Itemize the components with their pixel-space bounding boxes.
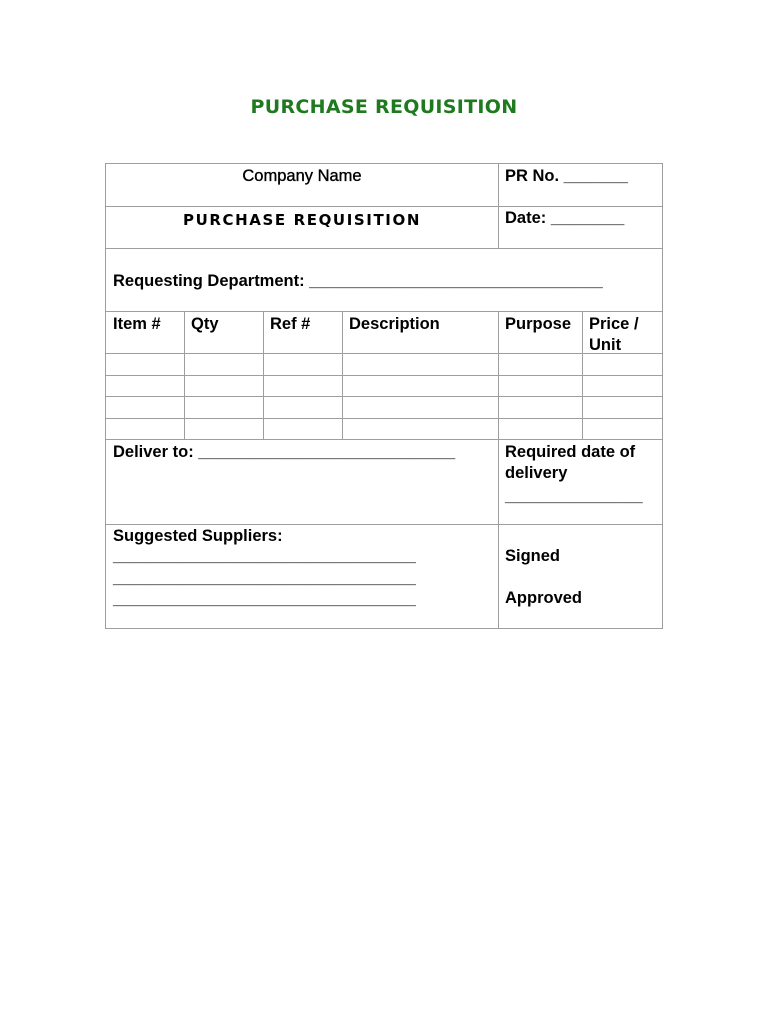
requesting-department: Requesting Department: ________________________________ bbox=[113, 272, 603, 290]
row-divider bbox=[106, 248, 662, 249]
column-divider bbox=[498, 164, 499, 248]
row-divider bbox=[106, 439, 662, 440]
row-divider bbox=[106, 524, 662, 525]
row-divider bbox=[106, 206, 662, 207]
column-divider bbox=[263, 311, 264, 440]
row-divider bbox=[106, 311, 662, 312]
row-divider bbox=[106, 375, 662, 376]
column-divider bbox=[498, 311, 499, 629]
signed-label: Signed bbox=[505, 547, 561, 565]
requisition-form bbox=[105, 163, 663, 629]
column-header-item: Item # bbox=[113, 315, 161, 333]
form-title: PURCHASE REQUISITION bbox=[183, 211, 421, 229]
supplier-line: _________________________________ bbox=[113, 590, 416, 608]
page-title: PURCHASE REQUISITION bbox=[250, 96, 518, 118]
column-header-ref: Ref # bbox=[270, 315, 311, 333]
column-header-purpose: Purpose bbox=[505, 315, 572, 333]
column-divider bbox=[184, 311, 185, 440]
column-divider bbox=[582, 311, 583, 440]
supplier-line: _________________________________ bbox=[113, 547, 416, 565]
date-field: Date: ________ bbox=[505, 209, 625, 227]
row-divider bbox=[106, 418, 662, 419]
suggested-suppliers-label: Suggested Suppliers: bbox=[113, 527, 283, 545]
deliver-to: Deliver to: ____________________________ bbox=[113, 443, 456, 461]
column-header-description: Description bbox=[349, 315, 440, 333]
pr-number: PR No. _______ bbox=[505, 167, 628, 185]
column-header-qty: Qty bbox=[191, 315, 219, 333]
row-divider bbox=[106, 396, 662, 397]
column-header-price-unit: Price / Unit bbox=[589, 315, 639, 354]
approved-label: Approved bbox=[505, 589, 583, 607]
column-divider bbox=[342, 311, 343, 440]
row-divider bbox=[106, 353, 662, 354]
required-date-label: Required date of delivery bbox=[505, 443, 636, 482]
supplier-line: _________________________________ bbox=[113, 569, 416, 587]
required-date-line: _______________ bbox=[505, 487, 643, 505]
company-name: Company Name bbox=[242, 167, 362, 185]
